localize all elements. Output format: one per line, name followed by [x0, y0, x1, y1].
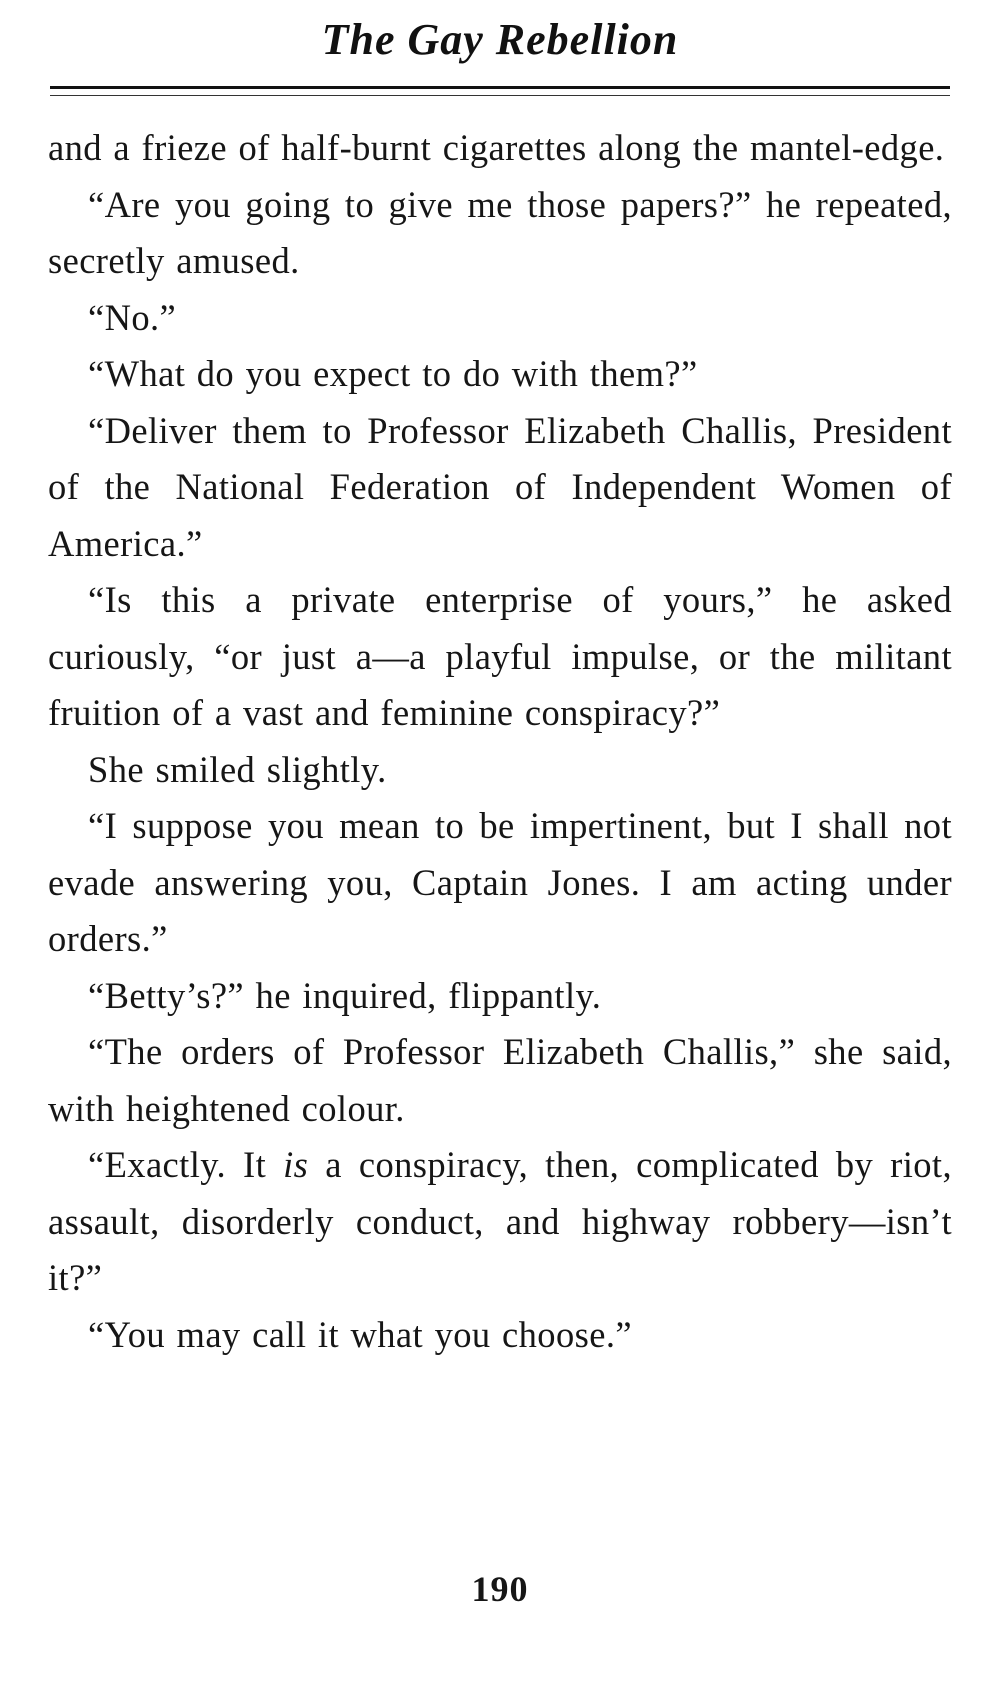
body-text — [48, 120, 952, 1363]
page-number: 190 — [471, 1569, 529, 1609]
paragraph: “What do you expect to do with them?” — [88, 353, 698, 394]
paragraph-continuation: and a frieze of half-burnt cigarettes along the mantel-edge. — [48, 127, 945, 168]
paragraph-text-after: a conspiracy, then, complicated by riot, assault, disorderly conduct, and highway robbery—isn’t it?” — [48, 1144, 952, 1298]
paragraph-with-emphasis — [48, 1137, 952, 1307]
paragraph: She smiled slightly. — [88, 748, 387, 790]
paragraph: “No.” — [88, 296, 177, 338]
paragraph: “You may call it what you choose.” — [88, 1313, 632, 1355]
running-head: The Gay Rebellion — [321, 15, 679, 64]
paragraph: “The orders of Professor Elizabeth Challis,” she said, with heightened colour. — [48, 1031, 952, 1129]
header-rule-thick — [50, 86, 950, 89]
paragraph: “Is this a private enterprise of yours,” he asked curiously, “or just a—a playful impulse, or the militant fruition of a vast and feminine conspiracy?” — [48, 579, 952, 733]
paragraph: “Are you going to give me those papers?” he repeated, secretly amused. — [48, 183, 952, 281]
paragraph: “Deliver them to Professor Elizabeth Challis, President of the National Federation of Independent Women of America.” — [48, 409, 952, 564]
header-rule-thin — [50, 95, 950, 96]
paragraph: “Betty’s?” he inquired, flippantly. — [88, 974, 602, 1016]
emphasized-word: is — [283, 1144, 309, 1185]
paragraph: “I suppose you mean to be impertinent, but I shall not evade answering you, Captain Jones. I am acting under orders.” — [48, 805, 952, 959]
paragraph-text-before: “Exactly. It — [88, 1144, 284, 1185]
